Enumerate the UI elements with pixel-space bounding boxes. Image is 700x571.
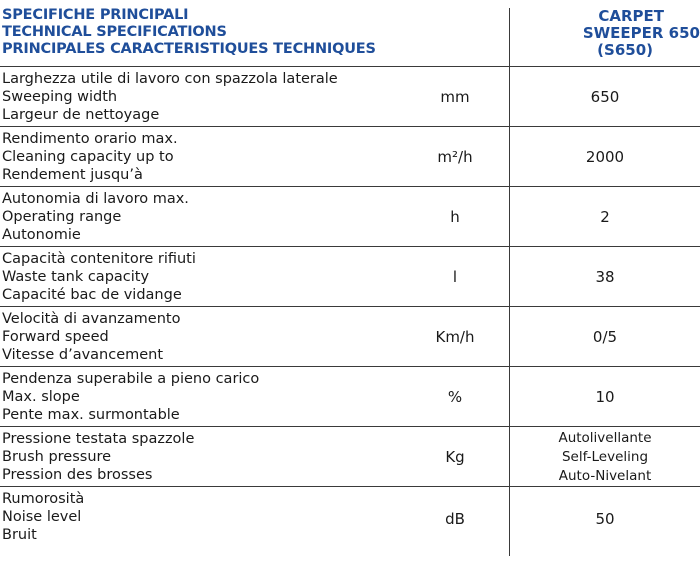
spec-row-label [2, 190, 189, 244]
label-fr: Autonomie [2, 227, 81, 243]
spec-row-value: 10 [595, 388, 615, 406]
product-name-line-2: SWEEPER 650 [582, 24, 700, 42]
label-en: Forward speed [2, 329, 109, 345]
label-en: Sweeping width [2, 89, 118, 105]
product-name-line-3: (S650) [597, 41, 653, 59]
value-en: Self-Leveling [561, 448, 649, 465]
label-en: Operating range [2, 209, 122, 225]
spec-title-en: TECHNICAL SPECIFICATIONS [2, 24, 227, 40]
label-en: Cleaning capacity up to [2, 149, 174, 165]
spec-row-value: 2000 [585, 148, 625, 166]
label-it: Pressione testata spazzole [2, 431, 195, 447]
spec-row-label [2, 430, 194, 484]
label-en: Max. slope [2, 389, 80, 405]
spec-row-label [2, 490, 84, 544]
spec-row-label [2, 250, 196, 304]
label-it: Capacità contenitore rifiuti [2, 251, 196, 267]
value-it: Autolivellante [558, 429, 652, 446]
label-it: Autonomia di lavoro max. [2, 191, 189, 207]
spec-title-fr: PRINCIPALES CARACTERISTIQUES TECHNIQUES [2, 41, 376, 57]
label-it: Pendenza superabile a pieno carico [2, 371, 260, 387]
spec-row-value: 650 [590, 88, 620, 106]
spec-title [2, 7, 502, 58]
spec-row-unit: Kg [445, 448, 465, 466]
spec-row-unit: Km/h [435, 328, 475, 346]
spec-row-label [2, 130, 178, 184]
spec-row-unit: l [452, 268, 458, 286]
spec-row-unit: m²/h [437, 148, 473, 166]
label-en: Waste tank capacity [2, 269, 150, 285]
spec-row-forward-speed [0, 307, 700, 367]
label-fr: Largeur de nettoyage [2, 107, 160, 123]
spec-table [0, 67, 700, 551]
spec-row-value: 38 [595, 268, 615, 286]
spec-row-unit: mm [440, 88, 470, 106]
spec-row-value: 2 [600, 208, 610, 226]
label-it: Velocità di avanzamento [2, 311, 181, 327]
label-fr: Pente max. surmontable [2, 407, 180, 423]
label-it: Rumorosità [2, 491, 85, 507]
spec-row-operating-range [0, 187, 700, 247]
spec-row-label [2, 310, 180, 364]
spec-row-brush-pressure [0, 427, 700, 487]
label-en: Noise level [2, 509, 82, 525]
spec-row-max-slope [0, 367, 700, 427]
label-en: Brush pressure [2, 449, 112, 465]
spec-row-cleaning-capacity [0, 127, 700, 187]
label-fr: Rendement jusqu’à [2, 167, 143, 183]
spec-row-label [2, 70, 338, 124]
label-fr: Capacité bac de vidange [2, 287, 182, 303]
spec-header [0, 0, 700, 66]
product-name-line-1: CARPET [598, 7, 664, 25]
spec-row-unit: h [450, 208, 460, 226]
label-fr: Pression des brosses [2, 467, 153, 483]
value-fr: Auto-Nivelant [558, 467, 652, 484]
product-name [540, 8, 700, 59]
spec-row-value [510, 427, 700, 487]
spec-row-value: 50 [595, 510, 615, 528]
label-fr: Vitesse d’avancement [2, 347, 164, 363]
spec-row-unit: % [447, 388, 463, 406]
spec-row-noise-level [0, 487, 700, 551]
spec-row-value: 0/5 [592, 328, 618, 346]
label-fr: Bruit [2, 527, 37, 543]
spec-row-sweeping-width [0, 67, 700, 127]
label-it: Rendimento orario max. [2, 131, 178, 147]
spec-row-waste-tank [0, 247, 700, 307]
spec-row-label [2, 370, 259, 424]
spec-title-it: SPECIFICHE PRINCIPALI [2, 7, 189, 23]
spec-row-unit: dB [445, 510, 465, 528]
label-it: Larghezza utile di lavoro con spazzola laterale [2, 71, 338, 87]
